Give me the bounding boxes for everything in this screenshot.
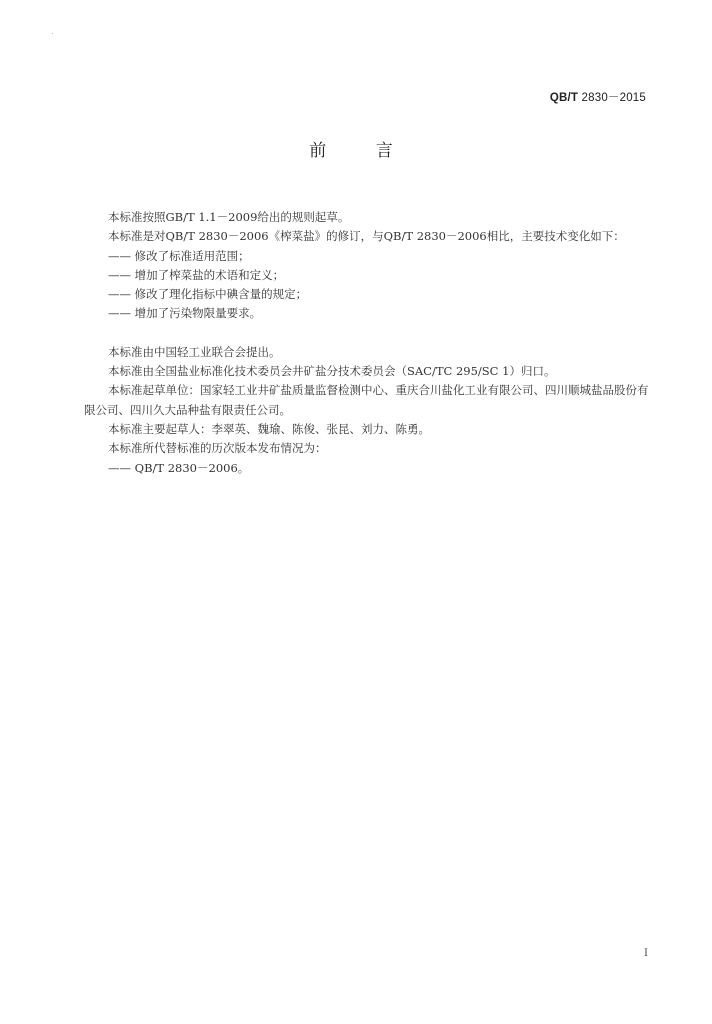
standard-number bbox=[550, 89, 646, 105]
page-number: I bbox=[644, 948, 648, 959]
paragraph-drafting-units: 本标准起草单位：国家轻工业井矿盐质量监督检测中心、重庆合川盐化工业有限公司、四川顺城盐品股份有限公司、四川久大品种盐有限责任公司。 bbox=[84, 383, 649, 417]
change-item: —— 修改了标准适用范围； bbox=[108, 248, 250, 263]
change-item: —— 增加了榨菜盐的术语和定义； bbox=[108, 267, 285, 282]
change-item: —— 修改了理化指标中碘含量的规定； bbox=[108, 287, 308, 302]
foreword-body bbox=[84, 208, 650, 478]
change-item: —— 增加了污染物限量要求。 bbox=[108, 306, 262, 321]
paragraph-drafting-rules: 本标准按照GB/T 1.1－2009给出的规则起草。 bbox=[108, 210, 350, 224]
paragraph-committee: 本标准由全国盐业标准化技术委员会井矿盐分技术委员会（SAC/TC 295/SC 1）归口。 bbox=[108, 364, 556, 379]
history-item: —— QB/T 2830－2006。 bbox=[108, 460, 250, 475]
paragraph-revision: 本标准是对QB/T 2830－2006《榨菜盐》的修订，与QB/T 2830－2006相比，主要技术变化如下： bbox=[108, 229, 625, 244]
paragraph-drafters: 本标准主要起草人：李翠英、魏瑜、陈俊、张昆、刘力、陈勇。 bbox=[108, 421, 430, 436]
standard-prefix: QB/T bbox=[549, 92, 579, 104]
page-title: 前 言 bbox=[309, 141, 415, 161]
paragraph-history: 本标准所代替标准的历次版本发布情况为： bbox=[108, 441, 327, 456]
paragraph-gap bbox=[84, 324, 650, 343]
standard-code: 2830－2015 bbox=[581, 92, 646, 104]
paragraph-proposer: 本标准由中国轻工业联合会提出。 bbox=[108, 344, 281, 359]
scan-speck bbox=[52, 33, 53, 34]
